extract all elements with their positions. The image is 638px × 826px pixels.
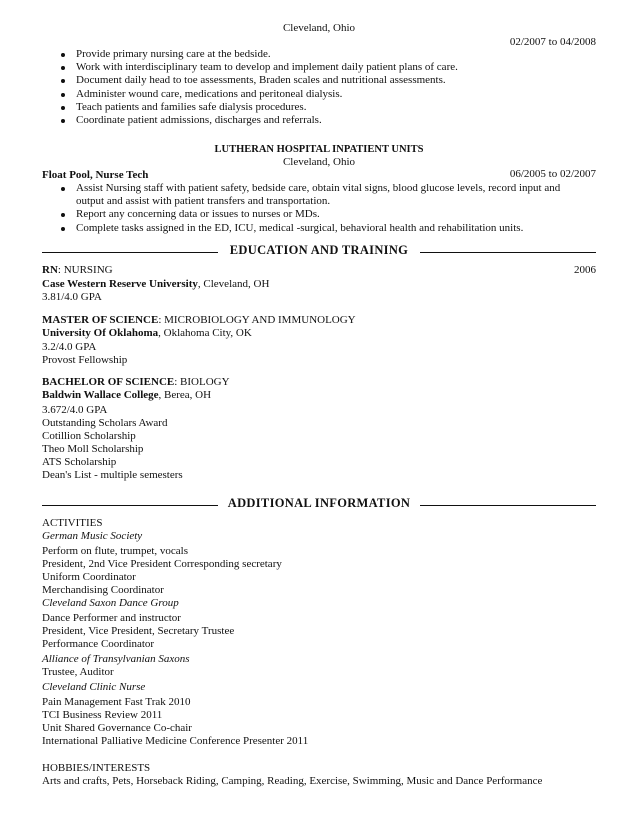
list-item: Assist Nursing staff with patient safety, bedside care, obtain vital signs, blood glucose levels, record input and: [42, 182, 560, 195]
activity-line: President, 2nd Vice President Corresponding secretary: [42, 558, 282, 570]
rn-school-line: [42, 278, 269, 291]
activity-line: Dance Performer and instructor: [42, 612, 181, 624]
activity-line: TCI Business Review 2011: [42, 709, 163, 721]
hobbies-label: HOBBIES/INTERESTS: [42, 762, 151, 774]
hobbies-text: Arts and crafts, Pets, Horseback Riding, Camping, Reading, Exercise, Swimming, Music and Dance Performance: [42, 775, 543, 787]
detail-line: Dean's List - multiple semesters: [42, 469, 183, 481]
detail-line: Outstanding Scholars Award: [42, 417, 168, 429]
activity-line: Performance Coordinator: [42, 638, 155, 650]
school-name: Case Western Reserve University: [42, 278, 198, 290]
org-name: Cleveland Clinic Nurse: [42, 681, 146, 693]
list-item: Administer wound care, medications and peritoneal dialysis.: [42, 88, 458, 101]
activity-line: Unit Shared Governance Co-chair: [42, 722, 192, 734]
bs-degree-line: [42, 376, 230, 389]
activity-line: Trustee, Auditor: [42, 666, 114, 678]
detail-line: ATS Scholarship: [42, 456, 117, 468]
degree-name: BACHELOR OF SCIENCE: [42, 376, 175, 388]
degree-field: : MICROBIOLOGY AND IMMUNOLOGY: [158, 314, 356, 326]
school-name: University Of Oklahoma: [42, 327, 159, 339]
bullet-icon: [61, 79, 65, 83]
ms-degree-line: [42, 314, 356, 327]
section-title: EDUCATION AND TRAINING: [229, 243, 409, 257]
job2-employer: LUTHERAN HOSPITAL INPATIENT UNITS: [214, 144, 424, 155]
detail-line: 3.672/4.0 GPA: [42, 404, 108, 416]
list-item-continuation: output and assist with patient transfers and transportation.: [76, 195, 331, 208]
bullet-icon: [61, 227, 65, 231]
activity-line: Pain Management Fast Trak 2010: [42, 696, 191, 708]
school-name: Baldwin Wallace College: [42, 389, 159, 401]
section-title: ADDITIONAL INFORMATION: [227, 496, 411, 510]
detail-line: Theo Moll Scholarship: [42, 443, 144, 455]
list-item: Coordinate patient admissions, discharges and referrals.: [42, 114, 458, 127]
job2-location: Cleveland, Ohio: [282, 156, 356, 168]
education-heading: [42, 244, 596, 260]
bullet-icon: [61, 93, 65, 97]
job1-location: Cleveland, Ohio: [282, 22, 356, 34]
job2-dates: 06/2005 to 02/2007: [509, 168, 596, 180]
degree-name: MASTER OF SCIENCE: [42, 314, 159, 326]
detail-line: Cotillion Scholarship: [42, 430, 136, 442]
school-location: , Berea, OH: [158, 389, 212, 401]
list-item: Report any concerning data or issues to nurses or MDs.: [42, 208, 560, 221]
school-location: , Oklahoma City, OK: [158, 327, 252, 339]
list-item: Provide primary nursing care at the bedside.: [42, 48, 458, 61]
rn-year: 2006: [574, 264, 596, 276]
activity-line: President, Vice President, Secretary Trustee: [42, 625, 235, 637]
job1-duties: [42, 48, 458, 127]
degree-field: : BIOLOGY: [174, 376, 230, 388]
activity-line: International Palliative Medicine Conference Presenter 2011: [42, 735, 309, 747]
school-location: , Cleveland, OH: [197, 278, 270, 290]
bs-school-line: [42, 389, 211, 402]
rn-gpa: 3.81/4.0 GPA: [42, 291, 102, 303]
bullet-icon: [61, 106, 65, 110]
job1-dates: 02/2007 to 04/2008: [509, 36, 596, 48]
org-name: Cleveland Saxon Dance Group: [42, 597, 179, 609]
bullet-icon: [61, 187, 65, 191]
list-item: Document daily head to toe assessments, Braden scales and nutritional assessments.: [42, 74, 458, 87]
detail-line: Provost Fellowship: [42, 354, 128, 366]
activity-line: Uniform Coordinator: [42, 571, 136, 583]
detail-line: 3.2/4.0 GPA: [42, 341, 97, 353]
degree-name: RN: [42, 264, 58, 276]
rn-degree-line: [42, 264, 113, 277]
job2-duties: [42, 182, 560, 235]
job2-title: Float Pool, Nurse Tech: [42, 169, 149, 181]
list-item: Complete tasks assigned in the ED, ICU, medical -surgical, behavioral health and rehabilitation units.: [42, 222, 560, 235]
activities: [42, 517, 308, 748]
bs-details: [42, 404, 183, 482]
additional-heading: [42, 497, 596, 513]
bullet-icon: [61, 53, 65, 57]
bullet-icon: [61, 213, 65, 217]
org-name: German Music Society: [42, 530, 143, 542]
bullet-icon: [61, 66, 65, 70]
org-name: Alliance of Transylvanian Saxons: [42, 653, 190, 665]
activity-line: Merchandising Coordinator: [42, 584, 164, 596]
hobbies: [42, 762, 542, 788]
activity-line: Perform on flute, trumpet, vocals: [42, 545, 189, 557]
activities-label: ACTIVITIES: [42, 517, 103, 529]
ms-school-line: [42, 327, 252, 340]
list-item: Teach patients and families safe dialysis procedures.: [42, 101, 458, 114]
ms-details: [42, 341, 127, 367]
list-item: Work with interdisciplinary team to develop and implement daily patient plans of care.: [42, 61, 458, 74]
bullet-icon: [61, 119, 65, 123]
degree-field: : NURSING: [57, 264, 113, 276]
